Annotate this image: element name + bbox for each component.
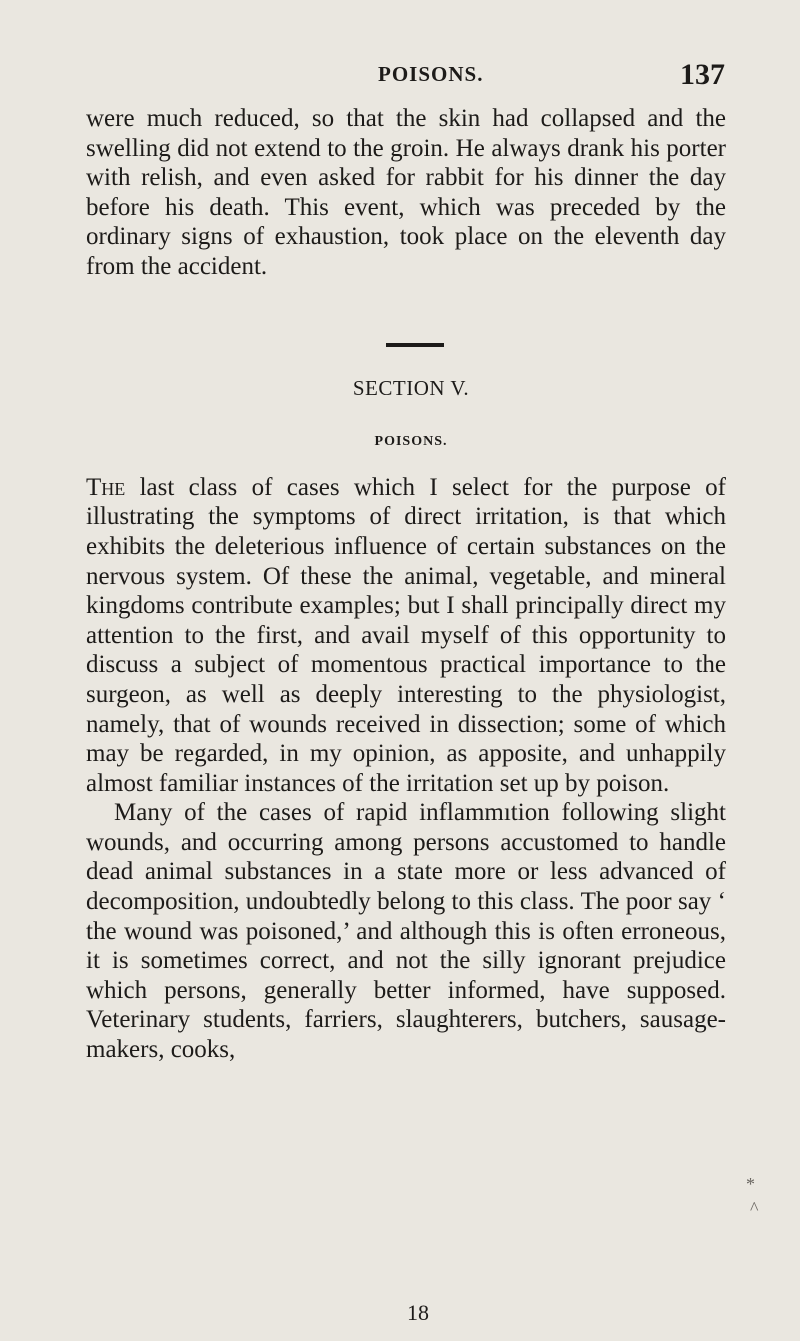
margin-mark-2: ^ xyxy=(750,1198,759,1218)
section-divider-rule xyxy=(386,343,444,347)
running-head xyxy=(0,58,800,98)
page-number: 137 xyxy=(680,58,725,91)
margin-mark-1: * xyxy=(746,1174,755,1194)
paragraph-lead-word: The xyxy=(86,473,126,501)
section-paragraph-2: Many of the cases of rapid inflammıtion following slight wounds, and occurring among persons accustomed to handle dead animal substances in a state more or less advanced of decomposition, undoubtedly belong to this class. The poor say ‘ the wound was poisoned,’ and although this is often erroneous, it is sometimes correct, and not the silly ignorant prejudice which persons, generally better informed, have supposed. Veterinary students, farriers, slaughterers, butchers, sausage-makers, cooks, xyxy=(86,799,726,1064)
section-paragraph-1 xyxy=(86,473,726,799)
section-heading: SECTION V. xyxy=(352,375,470,400)
section-body xyxy=(86,473,726,1065)
signature-mark: 18 xyxy=(407,1300,429,1325)
body-text xyxy=(86,104,726,1065)
continuation-paragraph: were much reduced, so that the skin had collapsed and the swelling did not extend to the groin. He always drank his porter with relish, and even asked for rabbit for his dinner the day before his death. This event, which was preceded by the ordinary signs of exhaustion, took place on the eleventh day from the accident. xyxy=(86,105,726,280)
running-title: POISONS. xyxy=(378,62,484,86)
section-subheading: POISONS. xyxy=(374,434,448,450)
paragraph-text: last class of cases which I select for the purpose of illustrating the symptoms of direct irritation, is that which exhibits the deleterious influence of certain substances on the nervous system. Of these the animal, vegetable, and mineral kingdoms contribute examples; but I shall principally direct my attention to the first, and avail myself of this opportunity to discuss a subject of momentous practical importance to the surgeon, as well as deeply interesting to the physiologist, namely, that of wounds received in dissection; some of which may be regarded, in my opinion, as apposite, and unhappily almost familiar instances of the irritation set up by poison. xyxy=(86,473,726,797)
